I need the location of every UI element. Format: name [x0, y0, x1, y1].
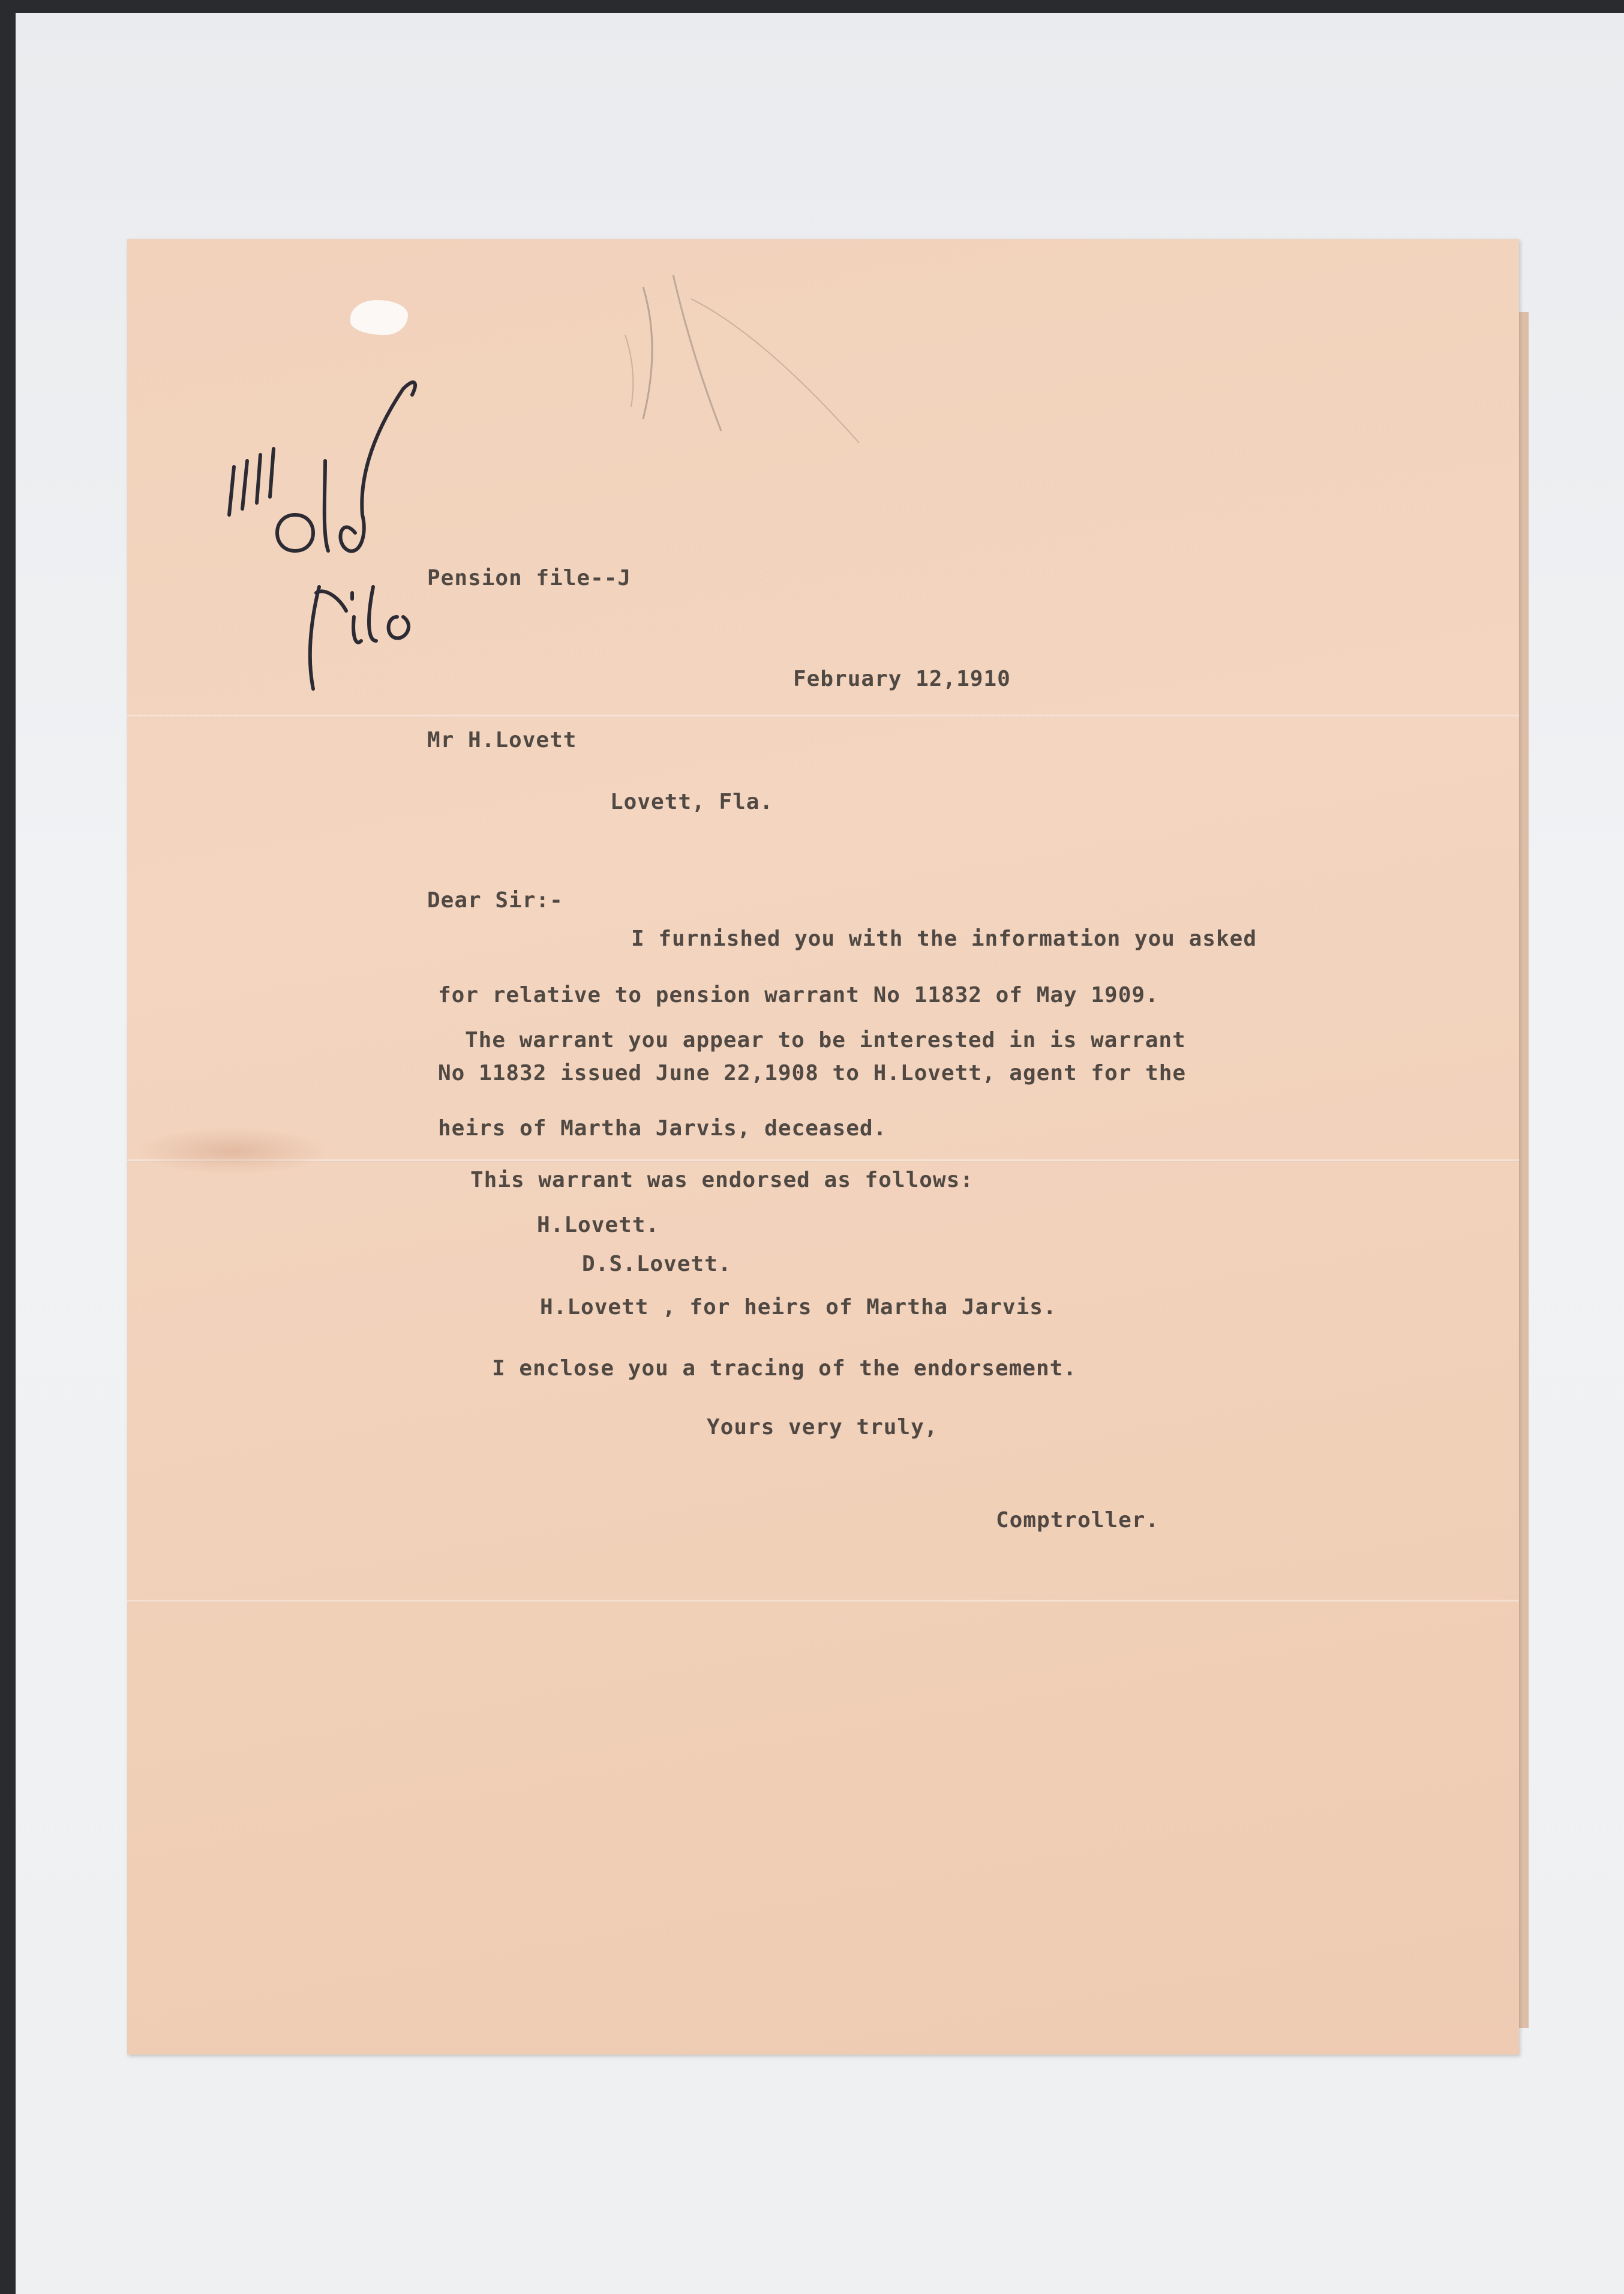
file-reference: Pension file--J — [427, 566, 632, 590]
pencil-scribble — [571, 263, 955, 455]
closing: Yours very truly, — [707, 1415, 938, 1440]
letter-page — [127, 239, 1519, 2055]
endorsement-line: H.Lovett. — [537, 1213, 660, 1237]
recipient-address: Lovett, Fla. — [610, 790, 774, 814]
body-line: I furnished you with the information you asked — [631, 926, 1257, 951]
body-line: This warrant was endorsed as follows: — [470, 1168, 974, 1192]
fold-line — [127, 1600, 1519, 1602]
body-line: No 11832 issued June 22,1908 to H.Lovett, agent for the — [438, 1061, 1187, 1085]
scanner-edge-left — [0, 0, 16, 2294]
enclosure-line: I enclose you a tracing of the endorsement. — [492, 1356, 1077, 1381]
body-line: heirs of Martha Jarvis, deceased. — [438, 1116, 887, 1141]
signature-title: Comptroller. — [996, 1508, 1160, 1533]
salutation: Dear Sir:- — [427, 888, 563, 913]
handwritten-note — [205, 335, 457, 719]
paper-stain — [133, 1127, 331, 1175]
body-line: for relative to pension warrant No 11832 of May 1909. — [438, 983, 1159, 1007]
paper-tear — [350, 300, 408, 335]
letter-date: February 12,1910 — [793, 667, 1011, 691]
scanner-edge-top — [0, 0, 1624, 13]
endorsement-line: H.Lovett , for heirs of Martha Jarvis. — [540, 1295, 1057, 1320]
body-line: The warrant you appear to be interested in is warrant — [465, 1028, 1186, 1052]
endorsement-line: D.S.Lovett. — [582, 1252, 732, 1276]
fold-line — [127, 1159, 1519, 1162]
recipient-name: Mr H.Lovett — [427, 728, 577, 752]
